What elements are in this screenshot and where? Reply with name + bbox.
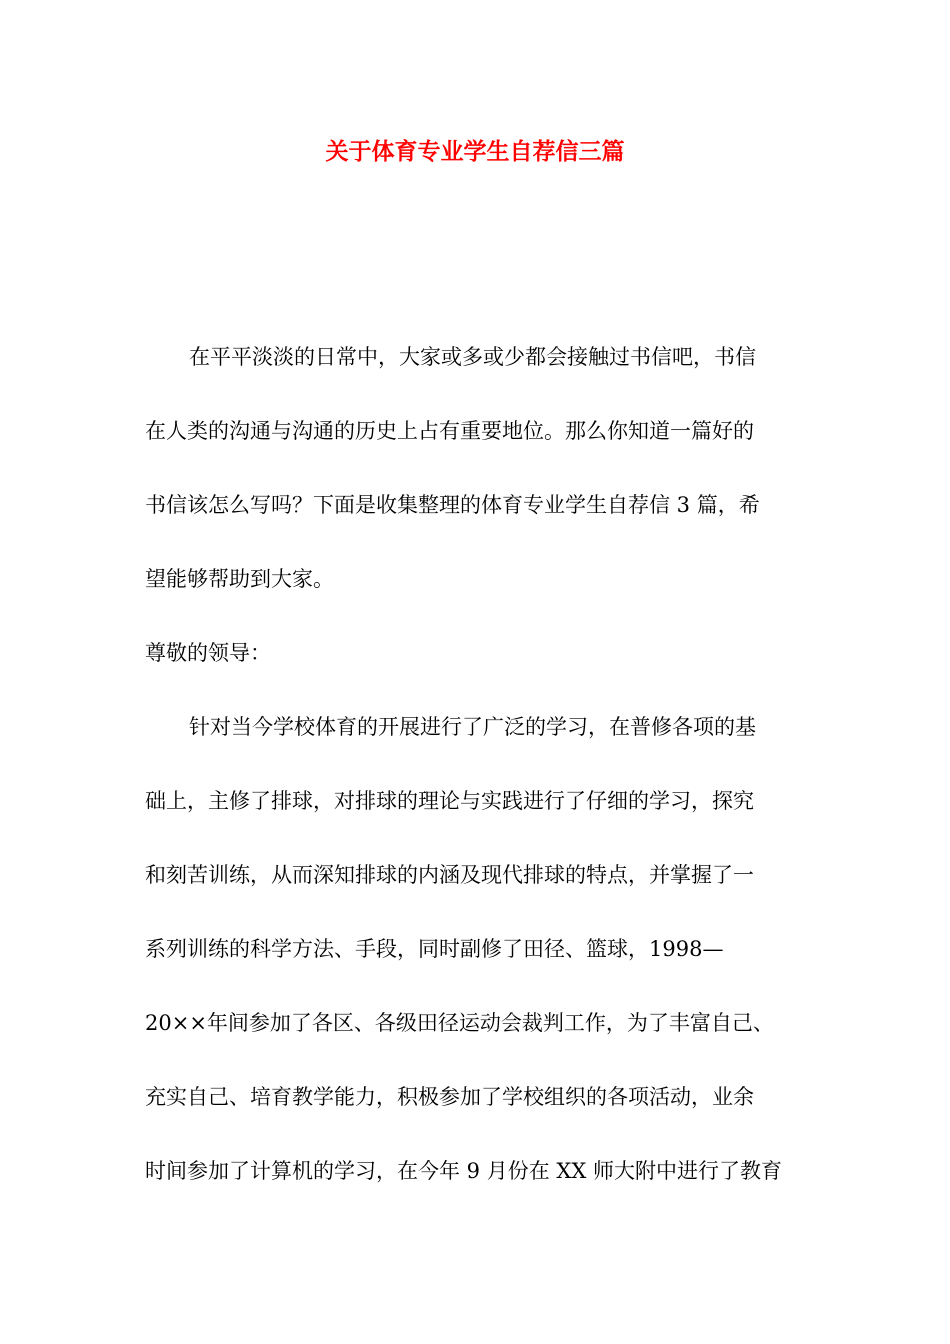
body-line: 系列训练的科学方法、手段，同时副修了田径、篮球，1998— (145, 937, 724, 961)
body-line: 20××年间参加了各区、各级田径运动会裁判工作，为了丰富自己、 (145, 1011, 774, 1035)
intro-paragraph (145, 320, 807, 616)
body-paragraph (145, 690, 807, 1208)
body-line: 础上，主修了排球，对排球的理论与实践进行了仔细的学习，探究 (145, 789, 754, 813)
intro-line: 在人类的沟通与沟通的历史上占有重要地位。那么你知道一篇好的 (145, 419, 754, 443)
body-line: 和刻苦训练，从而深知排球的内涵及现代排球的特点，并掌握了一 (145, 863, 754, 887)
intro-line: 在平平淡淡的日常中，大家或多或少都会接触过书信吧，书信 (189, 345, 756, 369)
salutation (145, 616, 807, 690)
body-line: 时间参加了计算机的学习，在今年 9 月份在 XX 师大附中进行了教育 (145, 1159, 782, 1183)
body-line: 针对当今学校体育的开展进行了广泛的学习，在普修各项的基 (189, 715, 756, 739)
salutation-text: 尊敬的领导： (145, 641, 271, 665)
body-line: 充实自己、培育教学能力，积极参加了学校组织的各项活动，业余 (145, 1085, 754, 1109)
intro-line: 书信该怎么写吗？下面是收集整理的体育专业学生自荐信 3 篇，希 (145, 493, 760, 517)
intro-line: 望能够帮助到大家。 (145, 567, 334, 591)
document-body (145, 320, 807, 1208)
document-title: 关于体育专业学生自荐信三篇 (325, 139, 625, 165)
